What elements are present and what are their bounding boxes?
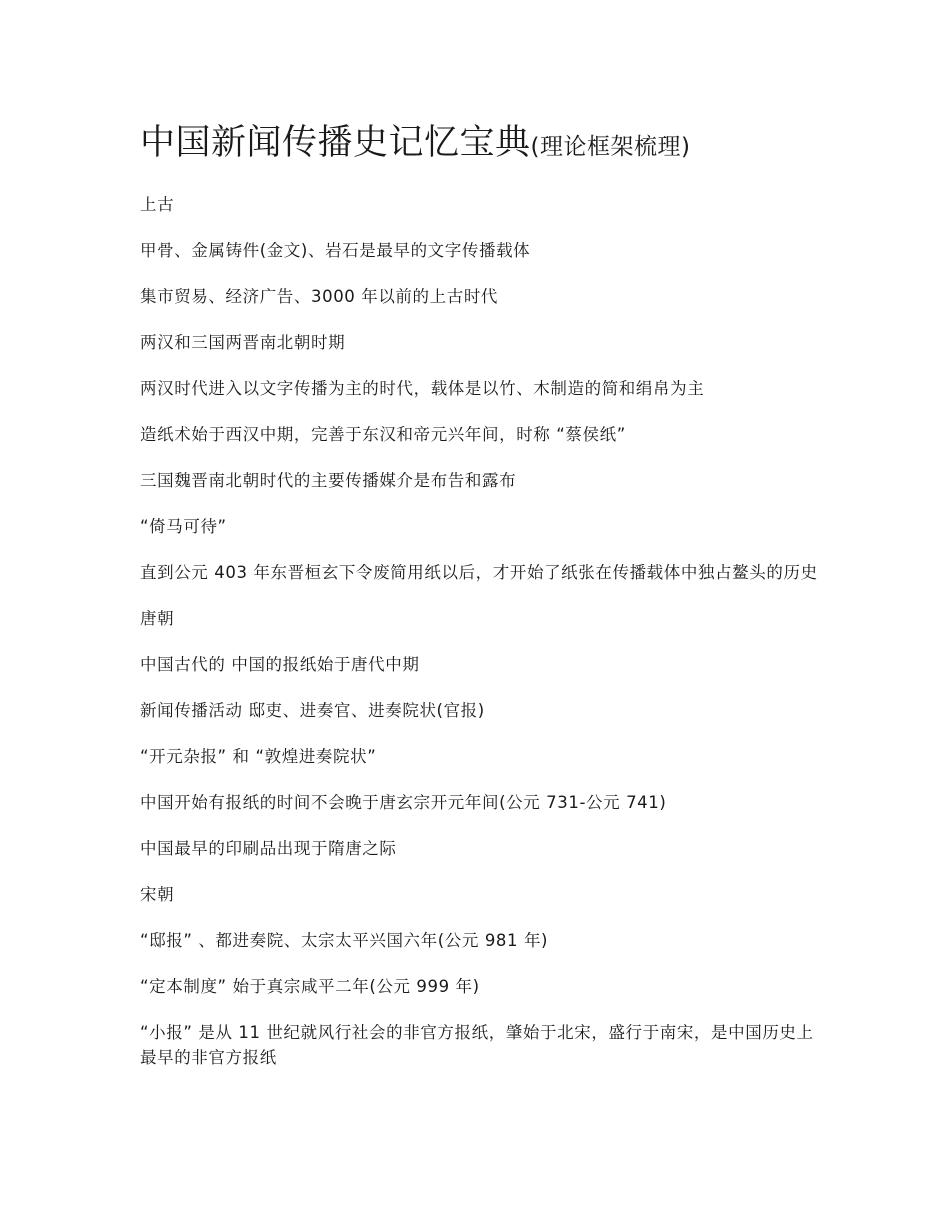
- paragraph-line: 中国开始有报纸的时间不会晚于唐玄宗开元年间(公元 731-公元 741): [140, 793, 667, 812]
- paragraph-line: “开元杂报” 和 “敦煌进奏院状”: [140, 747, 377, 766]
- title-main: 中国新闻传播史记忆宝典: [140, 123, 531, 163]
- paragraph-line: 甲骨、金属铸件(金文)、岩石是最早的文字传播载体: [140, 241, 531, 260]
- paragraph-line: 三国魏晋南北朝时代的主要传播媒介是布告和露布: [140, 471, 517, 490]
- paragraph-line: 中国最早的印刷品出现于隋唐之际: [140, 839, 397, 858]
- paragraph-line: 直到公元 403 年东晋桓玄下令废简用纸以后，才开始了纸张在传播载体中独占鳌头的历史: [140, 563, 818, 582]
- document-title: [140, 118, 830, 172]
- paragraph-line: 造纸术始于西汉中期，完善于东汉和帝元兴年间，时称 “蔡侯纸”: [140, 425, 626, 444]
- paragraph-line: “倚马可待”: [140, 517, 227, 536]
- section-heading-han-jin: 两汉和三国两晋南北朝时期: [140, 333, 346, 352]
- paragraph-line: “小报” 是从 11 世纪就风行社会的非官方报纸，肇始于北宋，盛行于南宋，是中国历史上最早的非官方报纸: [140, 1023, 814, 1067]
- document-body: [140, 118, 830, 1091]
- paragraph-line: “邸报” 、都进奏院、太宗太平兴国六年(公元 981 年): [140, 931, 549, 950]
- title-subtitle: (理论框架梳理): [530, 134, 691, 160]
- section-heading-tang: 唐朝: [140, 609, 175, 628]
- paragraph-line: 两汉时代进入以文字传播为主的时代，载体是以竹、木制造的简和绢帛为主: [140, 379, 705, 398]
- paragraph-line: “定本制度” 始于真宗咸平二年(公元 999 年): [140, 977, 480, 996]
- section-heading-ancient: 上古: [140, 195, 175, 214]
- section-heading-song: 宋朝: [140, 885, 175, 904]
- paragraph-line: 中国古代的 中国的报纸始于唐代中期: [140, 655, 420, 674]
- paragraph-line: 集市贸易、经济广告、3000 年以前的上古时代: [140, 287, 499, 306]
- paragraph-line: 新闻传播活动 邸吏、进奏官、进奏院状(官报): [140, 701, 485, 720]
